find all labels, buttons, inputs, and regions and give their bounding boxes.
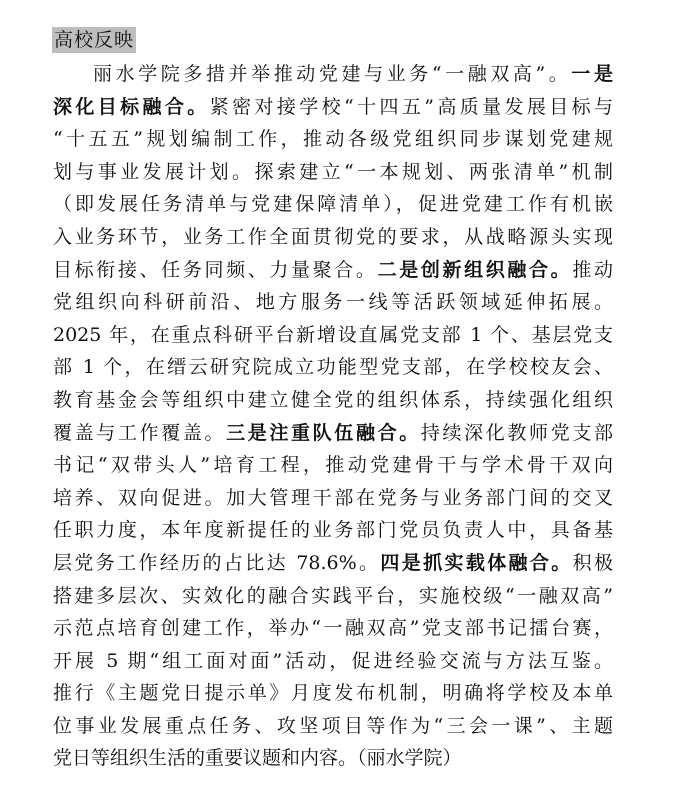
body-text: 丽水学院多措并举推动党建与业务“一融双高”。 [93,63,572,85]
bold-heading-text: 三是注重队伍融合。 [226,421,421,444]
bold-heading-text: 一是 [571,63,613,85]
section-tag: 高校反映 [54,29,135,51]
text-line [53,156,613,189]
text-line [53,514,613,547]
text-line [53,91,613,124]
body-text: 推行《主题党日提示单》月度发布机制，明确将学校及本单 [53,682,613,705]
bold-heading-text: 四是抓实载体融合。 [380,551,573,574]
body-text: 积极 [572,551,613,574]
text-line [53,123,613,156]
text-line [53,319,613,352]
text-line [53,645,613,678]
text-line [53,58,613,91]
text-line [53,677,613,710]
body-text: 书记“双带头人”培育工程，推动党建骨干与学术骨干双向 [53,454,613,477]
bold-heading-text: 深化目标融合。 [53,95,210,118]
body-text: 部 1 个，在缙云研究院成立功能型党支部，在学校校友会、 [53,356,613,379]
body-text: 入业务环节，业务工作全面贯彻党的要求，从战略源头实现 [53,225,613,248]
body-text: 位事业发展重点任务、攻坚项目等作为“三会一课”、主题 [53,714,613,737]
body-text: 教育基金会等组织中建立健全党的组织体系，持续强化组织 [53,388,613,411]
text-line [53,351,613,384]
text-line [53,384,613,417]
text-line [53,482,613,515]
body-text: 推动 [572,258,613,281]
text-line [53,612,613,645]
body-text: 搭建多层次、实效化的融合实践平台，实施校级“一融双高” [53,584,613,607]
body-text: 层党务工作经历的占比达 78.6%。 [53,551,381,574]
text-line [53,742,613,775]
body-text: 党日等组织生活的重要议题和内容。（丽水学院） [53,747,462,770]
text-line [53,417,613,450]
body-text: 持续深化教师党支部 [420,421,613,444]
body-text: 覆盖与工作覆盖。 [53,421,227,444]
body-text: 划与事业发展计划。探索建立“一本规划、两张清单”机制 [53,160,613,183]
article-body [53,58,613,775]
body-text: 党组织向科研前沿、地方服务一线等活跃领域延伸拓展。 [53,291,613,314]
body-text: “十五五”规划编制工作，推动各级党组织同步谋划党建规 [53,128,613,151]
body-text: 2025 年，在重点科研平台新增设直属党支部 1 个、基层党支 [53,323,613,346]
body-text: 开展 5 期“组工面对面”活动，促进经验交流与方法互鉴。 [53,649,613,672]
text-line [53,254,613,287]
text-line [53,580,613,613]
body-text: 任职力度，本年度新提任的业务部门党员负责人中，具备基 [53,519,613,542]
text-line [53,286,613,319]
text-line [53,449,613,482]
body-text: 示范点培育创建工作，举办“一融双高”党支部书记擂台赛， [53,617,613,640]
body-text: （即发展任务清单与党建保障清单），促进党建工作有机嵌 [53,193,613,216]
text-line [53,188,613,221]
bold-heading-text: 二是创新组织融合。 [377,258,573,281]
body-text: 目标衔接、任务同频、力量聚合。 [53,258,378,281]
body-text: 培养、双向促进。加大管理干部在党务与业务部门间的交叉 [53,486,613,509]
body-text: 紧密对接学校“十四五”高质量发展目标与 [209,95,613,118]
text-line [53,547,613,580]
text-line [53,710,613,743]
text-line [53,221,613,254]
